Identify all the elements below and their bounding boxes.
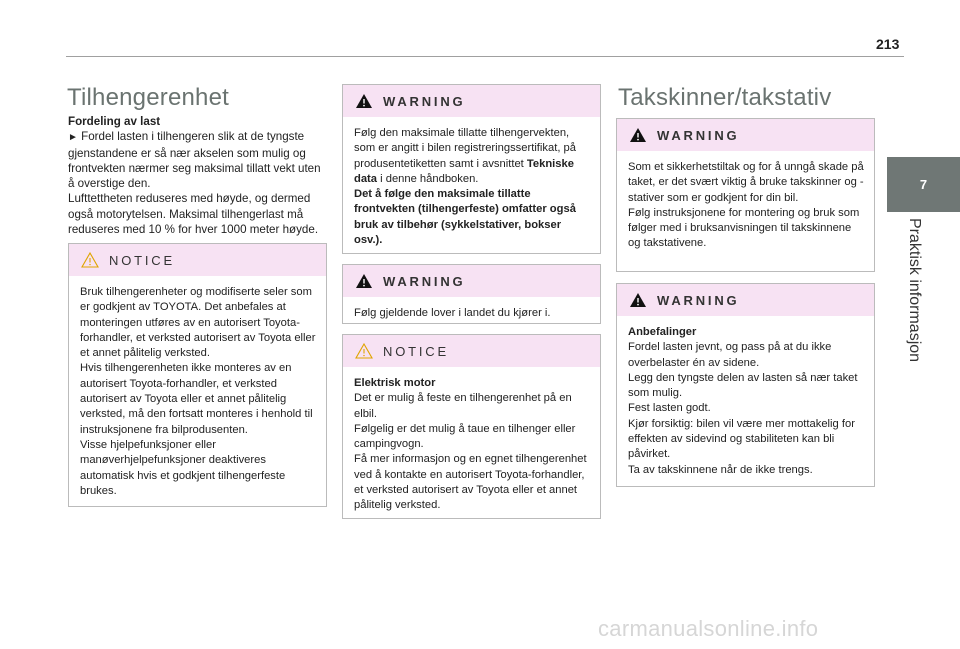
warning-text: Følg den maksimale tillatte tilhengervekten, som er angitt i bilen registreringssertifikat, på produsentetiketten samt i avsnittet (354, 127, 576, 170)
chapter-title-label: Praktisk informasjon (906, 218, 923, 363)
warning-label: WARNING (383, 273, 466, 289)
warning-label: WARNING (383, 93, 466, 109)
page-number: 213 (876, 36, 900, 52)
notice-label: NOTICE (383, 343, 449, 359)
load-distribution-subheading: Fordeling av last (68, 115, 161, 128)
notice-line: Det er mulig å feste en tilhengerenhet på en elbil. (354, 392, 572, 420)
warning-box-roof-rails (616, 118, 875, 272)
load-distribution-text (68, 114, 330, 237)
load-distribution-paragraph: Fordel lasten i tilhengeren slik at de tyngste gjenstandene er så nær akselen som mulig og frontvekten nærmer seg maksimal tillatt vekt uten å overstige den. (68, 130, 321, 191)
header-divider (66, 56, 904, 57)
warning-line: Kjør forsiktig: bilen vil være mer mottakelig for effekten av sidevind og stabiliteten kan bli påvirket. (628, 417, 855, 461)
warning-text-tail: i denne håndboken. (377, 172, 479, 185)
warning-triangle-filled-icon (355, 93, 373, 109)
notice-line: Hvis tilhengerenheten ikke monteres av en autorisert Toyota-forhandler, et verksted autorisert av Toyota eller et annet pålitelig verksted, må den fortsatt monteres i henhold til instruksjonene fra bilprodusenten. (80, 362, 313, 436)
warning-body (343, 117, 600, 256)
warning-line: Fordel lasten jevnt, og pass på at du ikke overbelaster én av sidene. (628, 341, 832, 369)
warning-box-local-laws (342, 264, 601, 324)
warning-header (617, 284, 874, 316)
warning-label: WARNING (657, 292, 740, 308)
chapter-tab[interactable] (887, 157, 960, 212)
warning-label: WARNING (657, 127, 740, 143)
recommendations-title: Anbefalinger (628, 326, 697, 338)
warning-line: Fest lasten godt. (628, 402, 711, 415)
notice-header (69, 244, 326, 276)
bullet-arrow-icon: ► (68, 132, 78, 144)
warning-text: Følg gjeldende lover i landet du kjører i. (354, 307, 551, 319)
notice-box-towing-equipment (68, 243, 327, 507)
notice-title: Elektrisk motor (354, 377, 436, 389)
warning-header (343, 85, 600, 117)
notice-body (343, 367, 600, 522)
warning-triangle-outline-icon (81, 252, 99, 268)
warning-triangle-outline-icon (355, 343, 373, 359)
notice-box-electric-motor (342, 334, 601, 519)
notice-label: NOTICE (109, 252, 175, 268)
warning-line: Følg instruksjonene for montering og bruk som følger med i bruksanvisningen til takskinnene og takstativene. (628, 206, 860, 250)
warning-header (617, 119, 874, 151)
warning-box-max-trailer-weight (342, 84, 601, 254)
warning-triangle-filled-icon (629, 127, 647, 143)
notice-header (343, 335, 600, 367)
notice-line: Bruk tilhengerenheter og modifiserte seler som er godkjent av TOYOTA. Det anbefales at monteringen utføres av en autorisert Toyota-forhandler, et verksted autorisert av Toyota eller et annet pålitelig verksted. (80, 286, 316, 360)
notice-line: Få mer informasjon og en egnet tilhengerenhet ved å kontakte en autorisert Toyota-forhandler, et verksted autorisert av Toyota eller et annet pålitelig verksted. (354, 453, 587, 512)
warning-header (343, 265, 600, 297)
watermark: carmanualsonline.info (598, 616, 819, 641)
warning-box-recommendations (616, 283, 875, 487)
warning-body (617, 151, 874, 260)
warning-body (343, 297, 600, 329)
altitude-paragraph: Lufttettheten reduseres med høyde, og dermed også motorytelsen. Maksimal tilhengerlast må reduseres med 10 % for hver 1000 meter høyde. (68, 192, 319, 237)
section-heading-tilhengerenhet: Tilhengerenhet (67, 84, 230, 111)
notice-body (69, 276, 326, 507)
front-weight-warning: Det å følge den maksimale tillatte frontvekten (tilhengerfeste) omfatter også bruk av tilbehør (sykkelstativer, bokser osv.). (354, 188, 576, 247)
notice-line: Følgelig er det mulig å taue en tilhenger eller campingvogn. (354, 422, 576, 451)
notice-line: Visse hjelpefunksjoner eller manøverhjelpefunksjoner deaktiveres automatisk hvis et godkjent tilhengerfeste brukes. (80, 438, 286, 497)
technical-data-reference: Tekniske data (354, 157, 574, 185)
warning-triangle-filled-icon (355, 273, 373, 289)
warning-body (617, 316, 874, 486)
warning-line: Legg den tyngste delen av lasten så nær taket som mulig. (628, 371, 858, 400)
warning-line: Som et sikkerhetstiltak og for å unngå skade på taket, er det svært viktig å bruke takskinner og -stativer som er godkjent for din bil. (628, 161, 864, 204)
section-heading-takskinner: Takskinner/takstativ (618, 84, 832, 111)
chapter-number: 7 (919, 177, 928, 192)
warning-triangle-filled-icon (629, 292, 647, 308)
warning-line: Ta av takskinnene når de ikke trengs. (628, 463, 813, 476)
